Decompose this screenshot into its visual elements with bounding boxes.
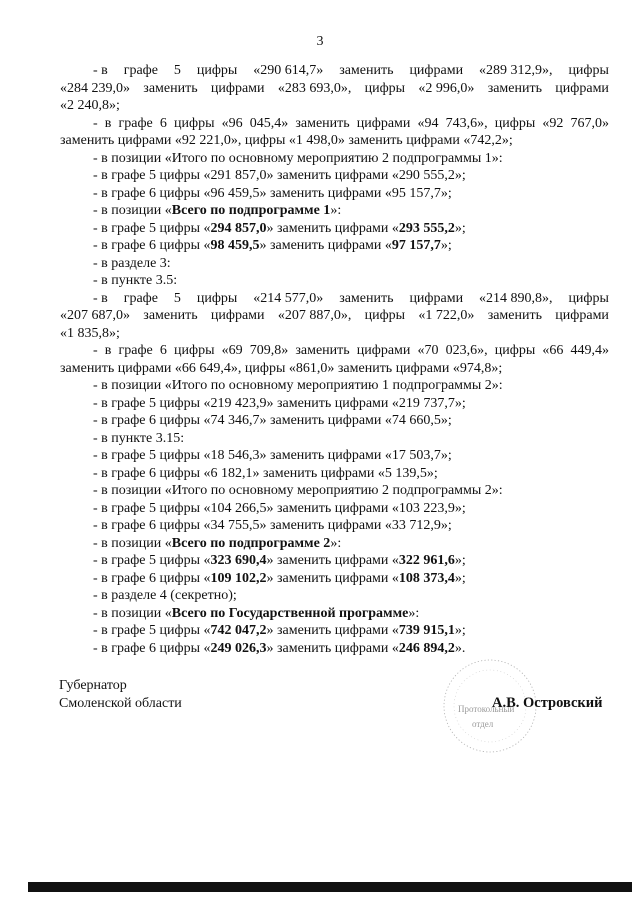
text-fragment: - в графе 6 цифры «	[93, 640, 211, 656]
line-word: заменить	[143, 80, 198, 96]
line-word: «2 996,0»	[418, 80, 475, 96]
bold-fragment: 249 026,3	[210, 640, 267, 656]
line-word: заменить	[143, 308, 198, 323]
amendment-line: «1 835,8»;	[60, 325, 120, 341]
text-fragment: »;	[454, 220, 466, 236]
amendment-line: «2 240,8»;	[60, 98, 120, 113]
amendment-line	[89, 202, 609, 220]
amendment-line	[89, 237, 609, 255]
line-word: - в	[93, 290, 108, 306]
line-word: заменить	[487, 308, 542, 323]
amendment-line: - в графе 5 цифры «18 546,3» заменить цифрами «17 503,7»;	[93, 448, 452, 463]
amendment-line: - в пункте 3.5:	[93, 273, 178, 288]
amendment-line: - в графе 5 цифры «219 423,9» заменить цифрами «219 737,7»;	[93, 395, 466, 411]
amendment-line	[89, 290, 609, 308]
line-word: «214 577,0»	[253, 290, 324, 306]
signer-position-line2: Смоленской области	[59, 695, 182, 711]
text-fragment: »:	[330, 203, 342, 218]
line-word: цифры	[568, 63, 609, 78]
document-body	[60, 62, 609, 657]
amendment-line: - в графе 6 цифры «74 346,7» заменить цифрами «74 660,5»;	[93, 413, 452, 428]
amendment-line: заменить цифрами «92 221,0», цифры «1 498,0» заменить цифрами «742,2»;	[60, 133, 513, 148]
line-word: графе	[123, 63, 158, 78]
line-word: заменить	[339, 63, 394, 78]
amendment-line	[89, 552, 609, 570]
bold-fragment: 108 373,4	[398, 570, 455, 586]
amendment-line	[60, 307, 609, 325]
amendment-line: - в графе 6 цифры «34 755,5» заменить цифрами «33 712,9»;	[93, 518, 452, 533]
text-fragment: » заменить цифрами «	[266, 553, 399, 568]
line-word: - в	[93, 63, 108, 78]
amendment-line	[89, 570, 609, 588]
bold-fragment: Всего по подпрограмме 1	[171, 203, 331, 218]
amendment-line: - в графе 6 цифры «96 045,4» заменить цифрами «94 743,6», цифры «92 767,0»	[93, 115, 609, 131]
line-word: «289 312,9»,	[479, 63, 553, 78]
bold-fragment: 109 102,2	[210, 570, 267, 586]
bold-fragment: 322 961,6	[398, 553, 455, 568]
amendment-line	[89, 622, 609, 640]
line-word: «1 722,0»	[418, 308, 475, 323]
line-word: заменить	[487, 80, 542, 96]
bold-fragment: 294 857,0	[210, 220, 267, 236]
line-word: «284 239,0»	[60, 80, 130, 96]
amendment-line: - в позиции «Итого по основному мероприятию 1 подпрограммы 2»:	[93, 378, 503, 393]
bold-fragment: 739 915,1	[398, 623, 455, 638]
amendment-line: - в пункте 3.15:	[93, 430, 185, 446]
amendment-line: заменить цифрами «66 649,4», цифры «861,0» заменить цифрами «974,8»;	[60, 360, 503, 376]
stamp-text-line1: Протокольный	[458, 704, 515, 714]
line-word: цифрами	[409, 63, 464, 78]
bold-fragment: 97 157,7	[391, 238, 441, 253]
line-word: «283 693,0»,	[277, 80, 352, 96]
text-fragment: »;	[440, 238, 452, 253]
line-word: «207 887,0»,	[277, 308, 352, 323]
signer-name: А.В. Островский	[492, 695, 603, 711]
amendment-line: - в позиции «Итого по основному мероприятию 2 подпрограммы 2»:	[93, 483, 503, 498]
text-fragment: ».	[454, 640, 466, 656]
line-word: цифры	[568, 290, 609, 306]
text-fragment: »;	[454, 570, 466, 586]
text-fragment: » заменить цифрами «	[266, 623, 399, 638]
amendment-line: - в графе 6 цифры «96 459,5» заменить цифрами «95 157,7»;	[93, 185, 452, 201]
amendment-line: - в графе 6 цифры «69 709,8» заменить цифрами «70 023,6», цифры «66 449,4»	[93, 343, 609, 358]
bold-fragment: Всего по подпрограмме 2	[171, 535, 331, 551]
text-fragment: - в позиции «	[93, 535, 172, 551]
amendment-line: - в разделе 3:	[93, 255, 171, 271]
text-fragment: » заменить цифрами «	[259, 238, 392, 253]
bold-fragment: 246 894,2	[398, 640, 455, 656]
line-word: «207 687,0»	[60, 308, 130, 323]
amendment-line: - в графе 5 цифры «104 266,5» заменить цифрами «103 223,9»;	[93, 500, 466, 516]
text-fragment: - в позиции «	[93, 203, 172, 218]
stamp-text-line2: отдел	[472, 719, 494, 729]
bold-fragment: Всего по Государственной программе	[171, 605, 409, 621]
text-fragment: - в графе 5 цифры «	[93, 553, 211, 568]
line-word: цифрами	[210, 308, 265, 323]
bold-fragment: 293 555,2	[398, 220, 455, 236]
text-fragment: - в позиции «	[93, 605, 172, 621]
amendment-line: - в позиции «Итого по основному мероприятию 2 подпрограммы 1»:	[93, 150, 503, 166]
amendment-line	[89, 605, 609, 623]
amendment-line	[89, 535, 609, 553]
line-word: графе	[123, 290, 158, 306]
line-word: цифры	[364, 308, 406, 323]
text-fragment: - в графе 6 цифры «	[93, 570, 211, 586]
amendment-line	[89, 62, 609, 80]
amendment-line	[89, 220, 609, 238]
line-word: цифрами	[555, 80, 609, 96]
text-fragment: » заменить цифрами «	[266, 570, 399, 586]
bold-fragment: 742 047,2	[210, 623, 267, 638]
text-fragment: » заменить цифрами «	[266, 220, 399, 236]
line-word: «214 890,8»,	[479, 290, 553, 306]
line-word: цифры	[364, 80, 406, 96]
text-fragment: - в графе 6 цифры «	[93, 238, 211, 253]
line-word: 5	[173, 290, 181, 306]
line-word: заменить	[339, 290, 394, 306]
amendment-line	[60, 80, 609, 98]
text-fragment: »:	[330, 535, 342, 551]
line-word: цифры	[196, 63, 238, 78]
signature-block	[59, 677, 182, 712]
amendment-line: - в разделе 4 (секретно);	[93, 588, 237, 603]
line-word: 5	[173, 63, 181, 78]
amendment-line: - в графе 6 цифры «6 182,1» заменить цифрами «5 139,5»;	[93, 465, 438, 481]
bottom-border-bar	[28, 882, 632, 892]
signer-position-line1: Губернатор	[59, 678, 127, 693]
line-word: цифрами	[210, 80, 265, 96]
bold-fragment: 98 459,5	[210, 238, 260, 253]
text-fragment: »;	[454, 553, 466, 568]
line-word: цифрами	[409, 290, 464, 306]
bold-fragment: 323 690,4	[210, 553, 267, 568]
text-fragment: » заменить цифрами «	[266, 640, 399, 656]
page-number: 3	[316, 34, 324, 49]
line-word: «290 614,7»	[253, 63, 324, 78]
text-fragment: »;	[454, 623, 466, 638]
line-word: цифрами	[555, 308, 609, 323]
text-fragment: »:	[408, 605, 420, 621]
text-fragment: - в графе 5 цифры «	[93, 220, 211, 236]
line-word: цифры	[196, 290, 238, 306]
amendment-line: - в графе 5 цифры «291 857,0» заменить цифрами «290 555,2»;	[93, 168, 466, 183]
text-fragment: - в графе 5 цифры «	[93, 623, 211, 638]
